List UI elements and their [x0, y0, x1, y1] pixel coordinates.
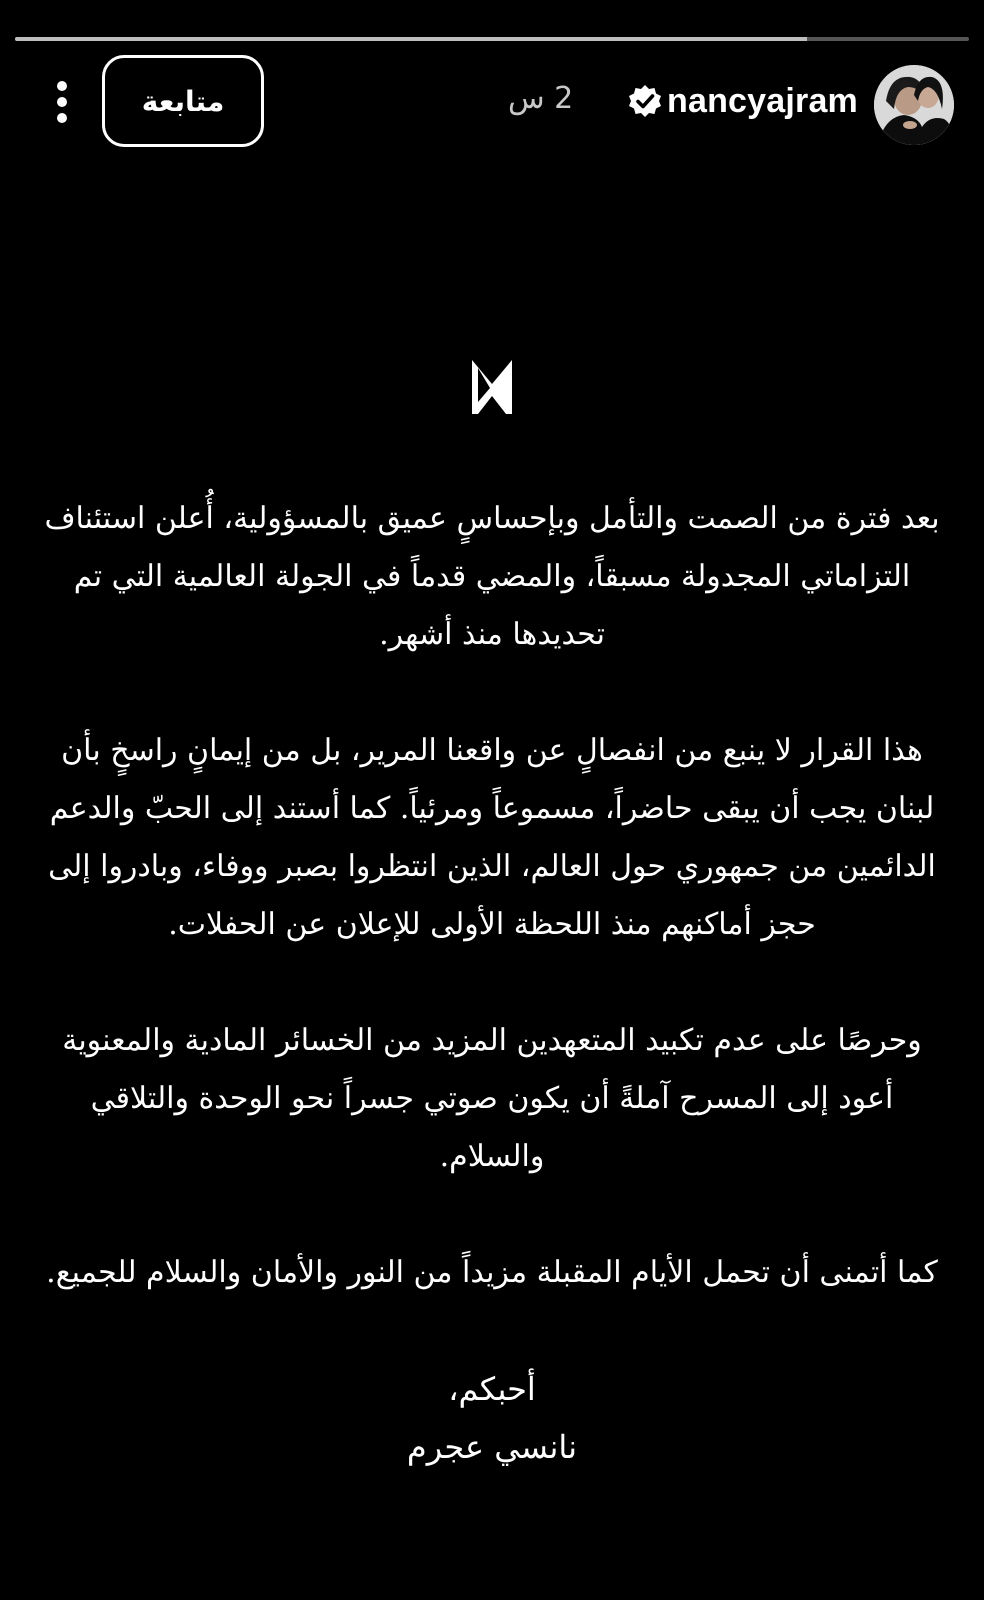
story-timestamp: 2 س: [508, 81, 574, 116]
brand-logo-icon: [470, 358, 514, 418]
statement-text: [40, 490, 944, 1476]
more-options-icon[interactable]: [48, 77, 76, 127]
statement-closing: أحبكم،: [448, 1370, 536, 1408]
statement-paragraph: هذا القرار لا ينبع من انفصالٍ عن واقعنا المرير، بل من إيمانٍ راسخٍ بأن لبنان يجب أن يبقى حاضراً، مسموعاً ومرئياً. كما أستند إلى الحبّ والدعم الدائمين من جمهوري حول العالم، الذين انتظروا بصبر ووفاء، وبادروا إلى حجز أماكنهم منذ اللحظة الأولى للإعلان عن الحفلات.: [48, 733, 936, 942]
statement-paragraph: كما أتمنى أن تحمل الأيام المقبلة مزيداً من النور والأمان والسلام للجميع.: [46, 1255, 938, 1290]
follow-button[interactable]: متابعة: [102, 55, 264, 147]
statement-paragraph: وحرصًا على عدم تكبيد المتعهدين المزيد من الخسائر المادية والمعنوية أعود إلى المسرح آملةً أن يكون صوتي جسراً نحو الوحدة والتلاقي والسلام.: [62, 1023, 922, 1174]
verified-badge-icon: [627, 83, 663, 119]
username[interactable]: nancyajram: [667, 81, 858, 120]
story-progress-bar: [15, 37, 969, 41]
profile-avatar[interactable]: [874, 65, 954, 145]
statement-paragraph: بعد فترة من الصمت والتأمل وبإحساسٍ عميق بالمسؤولية، أُعلن استئناف التزاماتي المجدولة مسبقاً، والمضي قدماً في الجولة العالمية التي تم تحديدها منذ أشهر.: [44, 501, 940, 652]
story-header: [0, 55, 984, 155]
story-progress-fill: [15, 37, 807, 41]
account-name[interactable]: [627, 79, 858, 123]
statement-signature: نانسي عجرم: [406, 1428, 578, 1466]
